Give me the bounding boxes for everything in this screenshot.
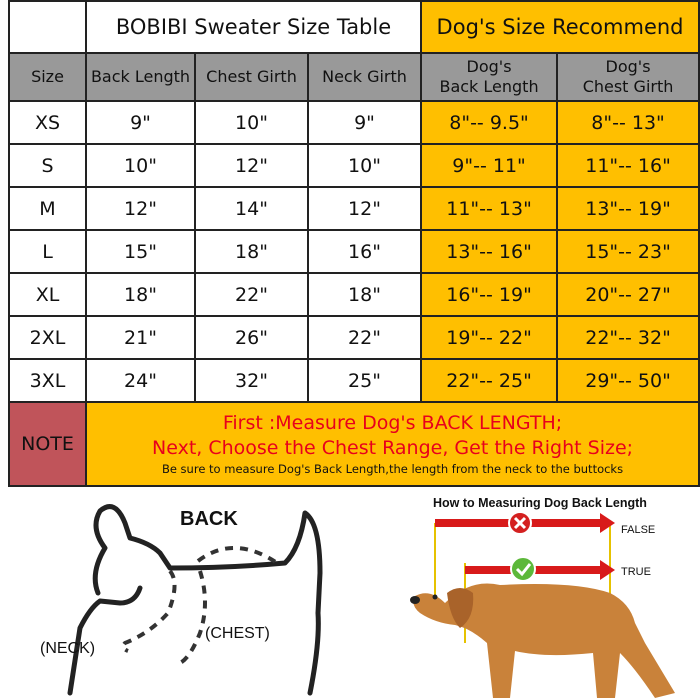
false-label: FALSE <box>621 524 656 536</box>
table-cell: 16" <box>308 230 421 273</box>
table-cell: 14" <box>195 187 308 230</box>
table-cell: 12" <box>86 187 195 230</box>
table-title: BOBIBI Sweater Size Table <box>86 1 421 53</box>
header-dog-chest-girth: Dog's Chest Girth <box>557 53 699 101</box>
table-cell: XS <box>9 101 86 144</box>
table-cell: 16"-- 19" <box>421 273 557 316</box>
table-cell: 15"-- 23" <box>557 230 699 273</box>
table-cell: 13"-- 19" <box>557 187 699 230</box>
note-line-2: Next, Choose the Chest Range, Get the Right Size; <box>152 437 634 459</box>
table-row <box>9 359 699 402</box>
corner-cell <box>9 1 86 53</box>
header-size: Size <box>9 53 86 101</box>
note-body <box>86 402 699 486</box>
neck-label: (NECK) <box>40 640 96 657</box>
table-cell: L <box>9 230 86 273</box>
table-cell: 9"-- 11" <box>421 144 557 187</box>
photo-title: How to Measuring Dog Back Length <box>433 496 647 510</box>
table-cell: 22"-- 25" <box>421 359 557 402</box>
table-cell: 29"-- 50" <box>557 359 699 402</box>
table-row <box>9 187 699 230</box>
table-cell: 9" <box>86 101 195 144</box>
table-cell: 3XL <box>9 359 86 402</box>
chest-label: (CHEST) <box>205 625 270 642</box>
table-cell: 19"-- 22" <box>421 316 557 359</box>
table-cell: 12" <box>195 144 308 187</box>
table-cell: 26" <box>195 316 308 359</box>
table-cell: 12" <box>308 187 421 230</box>
table-cell: 21" <box>86 316 195 359</box>
table-cell: 22" <box>308 316 421 359</box>
table-row <box>9 273 699 316</box>
dog-photo-illustration <box>375 493 695 698</box>
header-dog-back-length: Dog's Back Length <box>421 53 557 101</box>
dog-outline <box>70 507 320 693</box>
table-cell: 20"-- 27" <box>557 273 699 316</box>
chest-dash-line <box>180 571 205 663</box>
table-cell: 8"-- 9.5" <box>421 101 557 144</box>
table-cell: 13"-- 16" <box>421 230 557 273</box>
table-cell: 18" <box>308 273 421 316</box>
table-row <box>9 144 699 187</box>
header-neck-girth: Neck Girth <box>308 53 421 101</box>
table-row <box>9 230 699 273</box>
table-cell: 15" <box>86 230 195 273</box>
true-label: TRUE <box>621 566 651 578</box>
header-chest-girth: Chest Girth <box>195 53 308 101</box>
table-cell: 9" <box>308 101 421 144</box>
table-cell: 32" <box>195 359 308 402</box>
table-row <box>9 101 699 144</box>
table-cell: 24" <box>86 359 195 402</box>
recommend-title: Dog's Size Recommend <box>421 1 699 53</box>
table-cell: M <box>9 187 86 230</box>
table-cell: 22"-- 32" <box>557 316 699 359</box>
table-cell: 10" <box>195 101 308 144</box>
table-cell: 10" <box>86 144 195 187</box>
table-row <box>9 316 699 359</box>
dog-measurement-diagram <box>20 493 350 698</box>
table-cell: 2XL <box>9 316 86 359</box>
header-back-length: Back Length <box>86 53 195 101</box>
table-cell: 18" <box>195 230 308 273</box>
table-cell: 25" <box>308 359 421 402</box>
table-cell: 11"-- 13" <box>421 187 557 230</box>
table-cell: 18" <box>86 273 195 316</box>
note-line-3: Be sure to measure Dog's Back Length,the length from the neck to the buttocks <box>161 462 624 476</box>
table-cell: 22" <box>195 273 308 316</box>
back-label: BACK <box>180 508 238 530</box>
table-cell: 10" <box>308 144 421 187</box>
size-table <box>8 0 700 487</box>
note-line-1: First :Measure Dog's BACK LENGTH; <box>222 412 563 434</box>
table-cell: 8"-- 13" <box>557 101 699 144</box>
neck-dash-line <box>123 571 174 651</box>
table-cell: S <box>9 144 86 187</box>
table-cell: XL <box>9 273 86 316</box>
note-label: NOTE <box>9 402 86 486</box>
table-cell: 11"-- 16" <box>557 144 699 187</box>
true-icon <box>511 557 535 581</box>
